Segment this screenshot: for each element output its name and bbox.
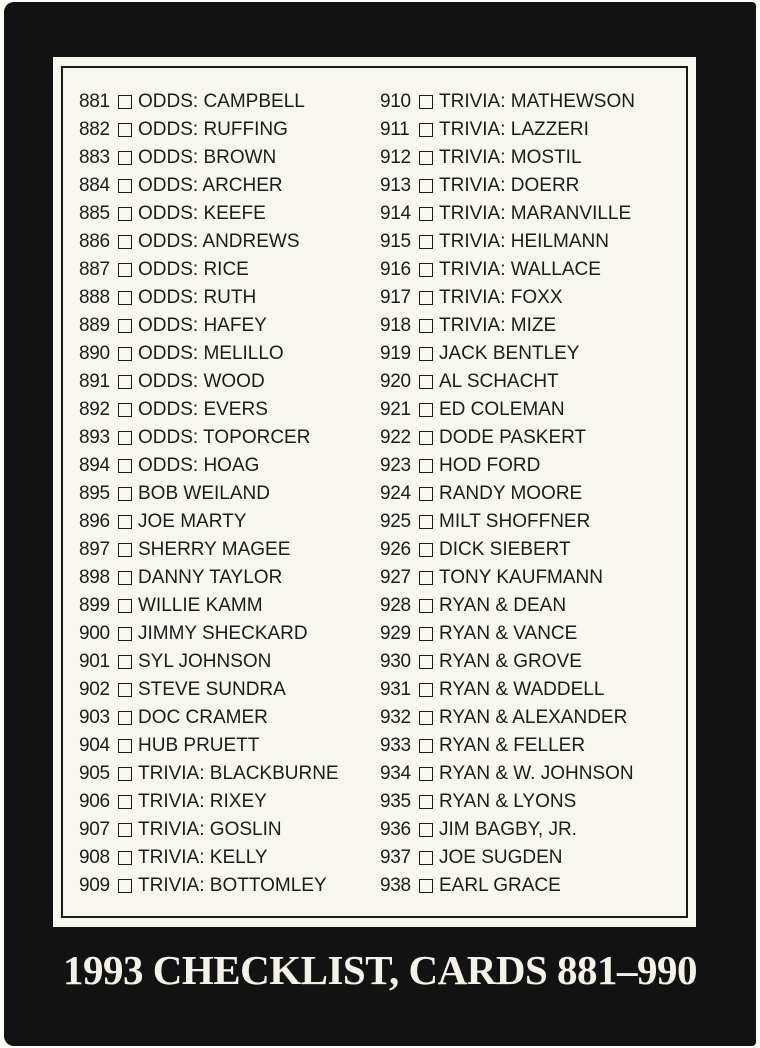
checklist-item <box>380 256 635 284</box>
card-name: TRIVIA: MIZE <box>439 315 557 336</box>
card-name: RANDY MOORE <box>439 483 583 504</box>
card-number: 903 <box>79 707 110 728</box>
checkbox-icon[interactable] <box>118 347 132 361</box>
card-number: 904 <box>79 735 110 756</box>
checklist-item <box>79 508 339 536</box>
card-name: ODDS: RUFFING <box>138 119 288 140</box>
checkbox-icon[interactable] <box>118 515 132 529</box>
card-name: TRIVIA: KELLY <box>138 847 268 868</box>
checklist-item <box>79 396 339 424</box>
card-number: 927 <box>380 567 411 588</box>
checkbox-icon[interactable] <box>118 179 132 193</box>
checkbox-icon[interactable] <box>419 403 433 417</box>
checkbox-icon[interactable] <box>419 207 433 221</box>
checklist-item <box>79 648 339 676</box>
checkbox-icon[interactable] <box>419 711 433 725</box>
card-name: STEVE SUNDRA <box>138 679 286 700</box>
checkbox-icon[interactable] <box>419 627 433 641</box>
checkbox-icon[interactable] <box>419 95 433 109</box>
checkbox-icon[interactable] <box>118 851 132 865</box>
card-number: 912 <box>380 147 411 168</box>
card-number: 921 <box>380 399 411 420</box>
card-number: 924 <box>380 483 411 504</box>
card-number: 915 <box>380 231 411 252</box>
checkbox-icon[interactable] <box>118 487 132 501</box>
card-number: 887 <box>79 259 110 280</box>
checkbox-icon[interactable] <box>419 319 433 333</box>
card-number: 899 <box>79 595 110 616</box>
checklist-item <box>380 592 635 620</box>
checkbox-icon[interactable] <box>419 123 433 137</box>
checkbox-icon[interactable] <box>419 515 433 529</box>
card-name: ODDS: RICE <box>138 259 249 280</box>
checkbox-icon[interactable] <box>419 571 433 585</box>
card-name: TRIVIA: LAZZERI <box>439 119 589 140</box>
card-name: TRIVIA: HEILMANN <box>439 231 609 252</box>
card-name: RYAN & ALEXANDER <box>439 707 628 728</box>
checkbox-icon[interactable] <box>118 151 132 165</box>
checklist-item <box>79 200 339 228</box>
checklist-item <box>380 704 635 732</box>
card-name: ODDS: HOAG <box>138 455 260 476</box>
card-name: ODDS: ARCHER <box>138 175 283 196</box>
checklist-item <box>79 788 339 816</box>
card-number: 934 <box>380 763 411 784</box>
card-number: 908 <box>79 847 110 868</box>
card-number: 932 <box>380 707 411 728</box>
card-name: TRIVIA: MOSTIL <box>439 147 582 168</box>
checkbox-icon[interactable] <box>419 851 433 865</box>
card-name: DOC CRAMER <box>138 707 268 728</box>
card-name: TRIVIA: BLACKBURNE <box>138 763 339 784</box>
card-number: 913 <box>380 175 411 196</box>
checklist-item <box>79 88 339 116</box>
checkbox-icon[interactable] <box>118 739 132 753</box>
checklist-item <box>380 844 635 872</box>
card-number: 906 <box>79 791 110 812</box>
checklist-item <box>380 368 635 396</box>
checklist-item <box>79 676 339 704</box>
card-number: 933 <box>380 735 411 756</box>
checklist-item <box>380 564 635 592</box>
checklist-item <box>380 816 635 844</box>
card-name: TRIVIA: MATHEWSON <box>439 91 635 112</box>
card-name: JACK BENTLEY <box>439 343 580 364</box>
card-name: JOE MARTY <box>138 511 247 532</box>
card-number: 907 <box>79 819 110 840</box>
checklist-item <box>380 312 635 340</box>
card-name: RYAN & VANCE <box>439 623 578 644</box>
card-number: 893 <box>79 427 110 448</box>
card-name: SHERRY MAGEE <box>138 539 291 560</box>
checkbox-icon[interactable] <box>419 655 433 669</box>
card-number: 882 <box>79 119 110 140</box>
card-number: 917 <box>380 287 411 308</box>
card-number: 892 <box>79 399 110 420</box>
checklist-item <box>79 340 339 368</box>
card-number: 916 <box>380 259 411 280</box>
card-name: SYL JOHNSON <box>138 651 272 672</box>
checklist-item <box>79 564 339 592</box>
card-name: EARL GRACE <box>439 875 561 896</box>
card-name: TRIVIA: MARANVILLE <box>439 203 632 224</box>
card-number: 888 <box>79 287 110 308</box>
card-name: TRIVIA: GOSLIN <box>138 819 282 840</box>
card-number: 890 <box>79 343 110 364</box>
card-name: TRIVIA: BOTTOMLEY <box>138 875 327 896</box>
card-number: 928 <box>380 595 411 616</box>
checklist-item <box>79 844 339 872</box>
checklist-item <box>79 312 339 340</box>
card-number: 919 <box>380 343 411 364</box>
card-number: 898 <box>79 567 110 588</box>
card-number: 911 <box>380 119 410 140</box>
card-name: ODDS: TOPORCER <box>138 427 311 448</box>
checklist-item <box>79 144 339 172</box>
card-number: 894 <box>79 455 110 476</box>
checklist-item <box>380 732 635 760</box>
card-name: RYAN & DEAN <box>439 595 567 616</box>
checkbox-icon[interactable] <box>118 543 132 557</box>
checkbox-icon[interactable] <box>419 291 433 305</box>
checklist-item <box>380 396 635 424</box>
checklist-item <box>380 424 635 452</box>
checklist-item <box>79 816 339 844</box>
card-number: 891 <box>79 371 110 392</box>
checkbox-icon[interactable] <box>419 599 433 613</box>
card-number: 935 <box>380 791 411 812</box>
checklist-item <box>380 340 635 368</box>
checkbox-icon[interactable] <box>118 627 132 641</box>
checkbox-icon[interactable] <box>118 683 132 697</box>
card-number: 900 <box>79 623 110 644</box>
checkbox-icon[interactable] <box>118 235 132 249</box>
checkbox-icon[interactable] <box>118 95 132 109</box>
checklist-item <box>79 368 339 396</box>
checkbox-icon[interactable] <box>419 263 433 277</box>
checklist-item <box>380 88 635 116</box>
card-name: ODDS: MELILLO <box>138 343 284 364</box>
card-number: 937 <box>380 847 411 868</box>
checklist-item <box>79 872 339 900</box>
checklist-column-left <box>79 88 339 900</box>
checkbox-icon[interactable] <box>118 207 132 221</box>
checkbox-icon[interactable] <box>419 879 433 893</box>
checkbox-icon[interactable] <box>118 291 132 305</box>
card-number: 885 <box>79 203 110 224</box>
checkbox-icon[interactable] <box>118 123 132 137</box>
checklist-panel <box>53 57 696 927</box>
card-name: TRIVIA: FOXX <box>439 287 563 308</box>
card-number: 930 <box>380 651 411 672</box>
card-name: JIM BAGBY, JR. <box>439 819 577 840</box>
card-name: ODDS: HAFEY <box>138 315 267 336</box>
card-name: JIMMY SHECKARD <box>138 623 308 644</box>
checklist-item <box>79 732 339 760</box>
checklist-item <box>79 620 339 648</box>
checkbox-icon[interactable] <box>419 151 433 165</box>
checklist-item <box>380 676 635 704</box>
card-name: DODE PASKERT <box>439 427 587 448</box>
checkbox-icon[interactable] <box>419 459 433 473</box>
checkbox-icon[interactable] <box>118 319 132 333</box>
checklist-card <box>4 2 756 1046</box>
card-number: 914 <box>380 203 411 224</box>
card-number: 926 <box>380 539 411 560</box>
card-number: 897 <box>79 539 110 560</box>
checkbox-icon[interactable] <box>118 431 132 445</box>
checklist-item <box>79 284 339 312</box>
checklist-item <box>79 704 339 732</box>
card-title: 1993 CHECKLIST, CARDS 881–990 <box>63 947 697 993</box>
card-name: TRIVIA: DOERR <box>439 175 580 196</box>
checkbox-icon[interactable] <box>118 767 132 781</box>
checkbox-icon[interactable] <box>419 543 433 557</box>
card-number: 905 <box>79 763 110 784</box>
checkbox-icon[interactable] <box>118 599 132 613</box>
card-name: JOE SUGDEN <box>439 847 563 868</box>
card-name: DANNY TAYLOR <box>138 567 283 588</box>
checkbox-icon[interactable] <box>118 403 132 417</box>
checkbox-icon[interactable] <box>118 375 132 389</box>
checklist-item <box>380 116 635 144</box>
checklist-item <box>79 424 339 452</box>
checkbox-icon[interactable] <box>419 235 433 249</box>
card-number: 901 <box>79 651 110 672</box>
card-name: ODDS: RUTH <box>138 287 257 308</box>
checklist-item <box>79 480 339 508</box>
checkbox-icon[interactable] <box>419 179 433 193</box>
checkbox-icon[interactable] <box>419 739 433 753</box>
card-name: HOD FORD <box>439 455 541 476</box>
card-name: BOB WEILAND <box>138 483 270 504</box>
checklist-item <box>380 872 635 900</box>
checklist-item <box>79 452 339 480</box>
checkbox-icon[interactable] <box>419 375 433 389</box>
card-number: 902 <box>79 679 110 700</box>
checkbox-icon[interactable] <box>419 767 433 781</box>
card-number: 929 <box>380 623 411 644</box>
checklist-item <box>380 620 635 648</box>
checkbox-icon[interactable] <box>118 795 132 809</box>
checklist-item <box>380 172 635 200</box>
checklist-item <box>79 172 339 200</box>
card-number: 936 <box>380 819 411 840</box>
checkbox-icon[interactable] <box>419 431 433 445</box>
checklist-item <box>79 536 339 564</box>
checklist-item <box>380 788 635 816</box>
card-name: ODDS: WOOD <box>138 371 265 392</box>
card-number: 909 <box>79 875 110 896</box>
card-number: 886 <box>79 231 110 252</box>
checklist-column-right <box>380 88 635 900</box>
checkbox-icon[interactable] <box>118 711 132 725</box>
checklist-item <box>380 228 635 256</box>
checklist-item <box>79 760 339 788</box>
card-name: TRIVIA: WALLACE <box>439 259 601 280</box>
checklist-item <box>380 452 635 480</box>
card-number: 883 <box>79 147 110 168</box>
checklist-item <box>380 200 635 228</box>
card-name: ODDS: ANDREWS <box>138 231 300 252</box>
card-name: RYAN & LYONS <box>439 791 577 812</box>
card-number: 918 <box>380 315 411 336</box>
checkbox-icon[interactable] <box>118 263 132 277</box>
card-name: HUB PRUETT <box>138 735 260 756</box>
card-number: 881 <box>79 91 110 112</box>
card-name: RYAN & W. JOHNSON <box>439 763 634 784</box>
checklist-item <box>79 228 339 256</box>
checkbox-icon[interactable] <box>118 459 132 473</box>
card-name: ED COLEMAN <box>439 399 565 420</box>
checkbox-icon[interactable] <box>419 795 433 809</box>
card-number: 920 <box>380 371 411 392</box>
card-name: TRIVIA: RIXEY <box>138 791 267 812</box>
card-number: 896 <box>79 511 110 532</box>
card-number: 931 <box>380 679 411 700</box>
checkbox-icon[interactable] <box>118 571 132 585</box>
card-number: 910 <box>380 91 411 112</box>
checklist-item <box>380 508 635 536</box>
checkbox-icon[interactable] <box>118 879 132 893</box>
checkbox-icon[interactable] <box>118 823 132 837</box>
checkbox-icon[interactable] <box>419 347 433 361</box>
card-name: ODDS: KEEFE <box>138 203 266 224</box>
card-name: DICK SIEBERT <box>439 539 571 560</box>
card-number: 889 <box>79 315 110 336</box>
card-number: 923 <box>380 455 411 476</box>
card-number: 884 <box>79 175 110 196</box>
card-name: MILT SHOFFNER <box>439 511 591 532</box>
card-name: RYAN & GROVE <box>439 651 582 672</box>
checklist-item <box>79 256 339 284</box>
checklist-item <box>380 760 635 788</box>
checklist-item <box>380 284 635 312</box>
card-name: ODDS: CAMPBELL <box>138 91 305 112</box>
card-name: WILLIE KAMM <box>138 595 263 616</box>
card-name: RYAN & FELLER <box>439 735 586 756</box>
card-name: ODDS: BROWN <box>138 147 277 168</box>
card-name: RYAN & WADDELL <box>439 679 605 700</box>
checkbox-icon[interactable] <box>419 487 433 501</box>
checklist-item <box>380 648 635 676</box>
card-name: TONY KAUFMANN <box>439 567 603 588</box>
checklist-item <box>79 592 339 620</box>
card-number: 922 <box>380 427 411 448</box>
card-name: AL SCHACHT <box>439 371 559 392</box>
card-number: 925 <box>380 511 411 532</box>
checklist-item <box>380 144 635 172</box>
checklist-item <box>79 116 339 144</box>
card-number: 938 <box>380 875 411 896</box>
checkbox-icon[interactable] <box>419 683 433 697</box>
checkbox-icon[interactable] <box>419 823 433 837</box>
checkbox-icon[interactable] <box>118 655 132 669</box>
checklist-item <box>380 536 635 564</box>
card-number: 895 <box>79 483 110 504</box>
checklist-item <box>380 480 635 508</box>
card-name: ODDS: EVERS <box>138 399 268 420</box>
